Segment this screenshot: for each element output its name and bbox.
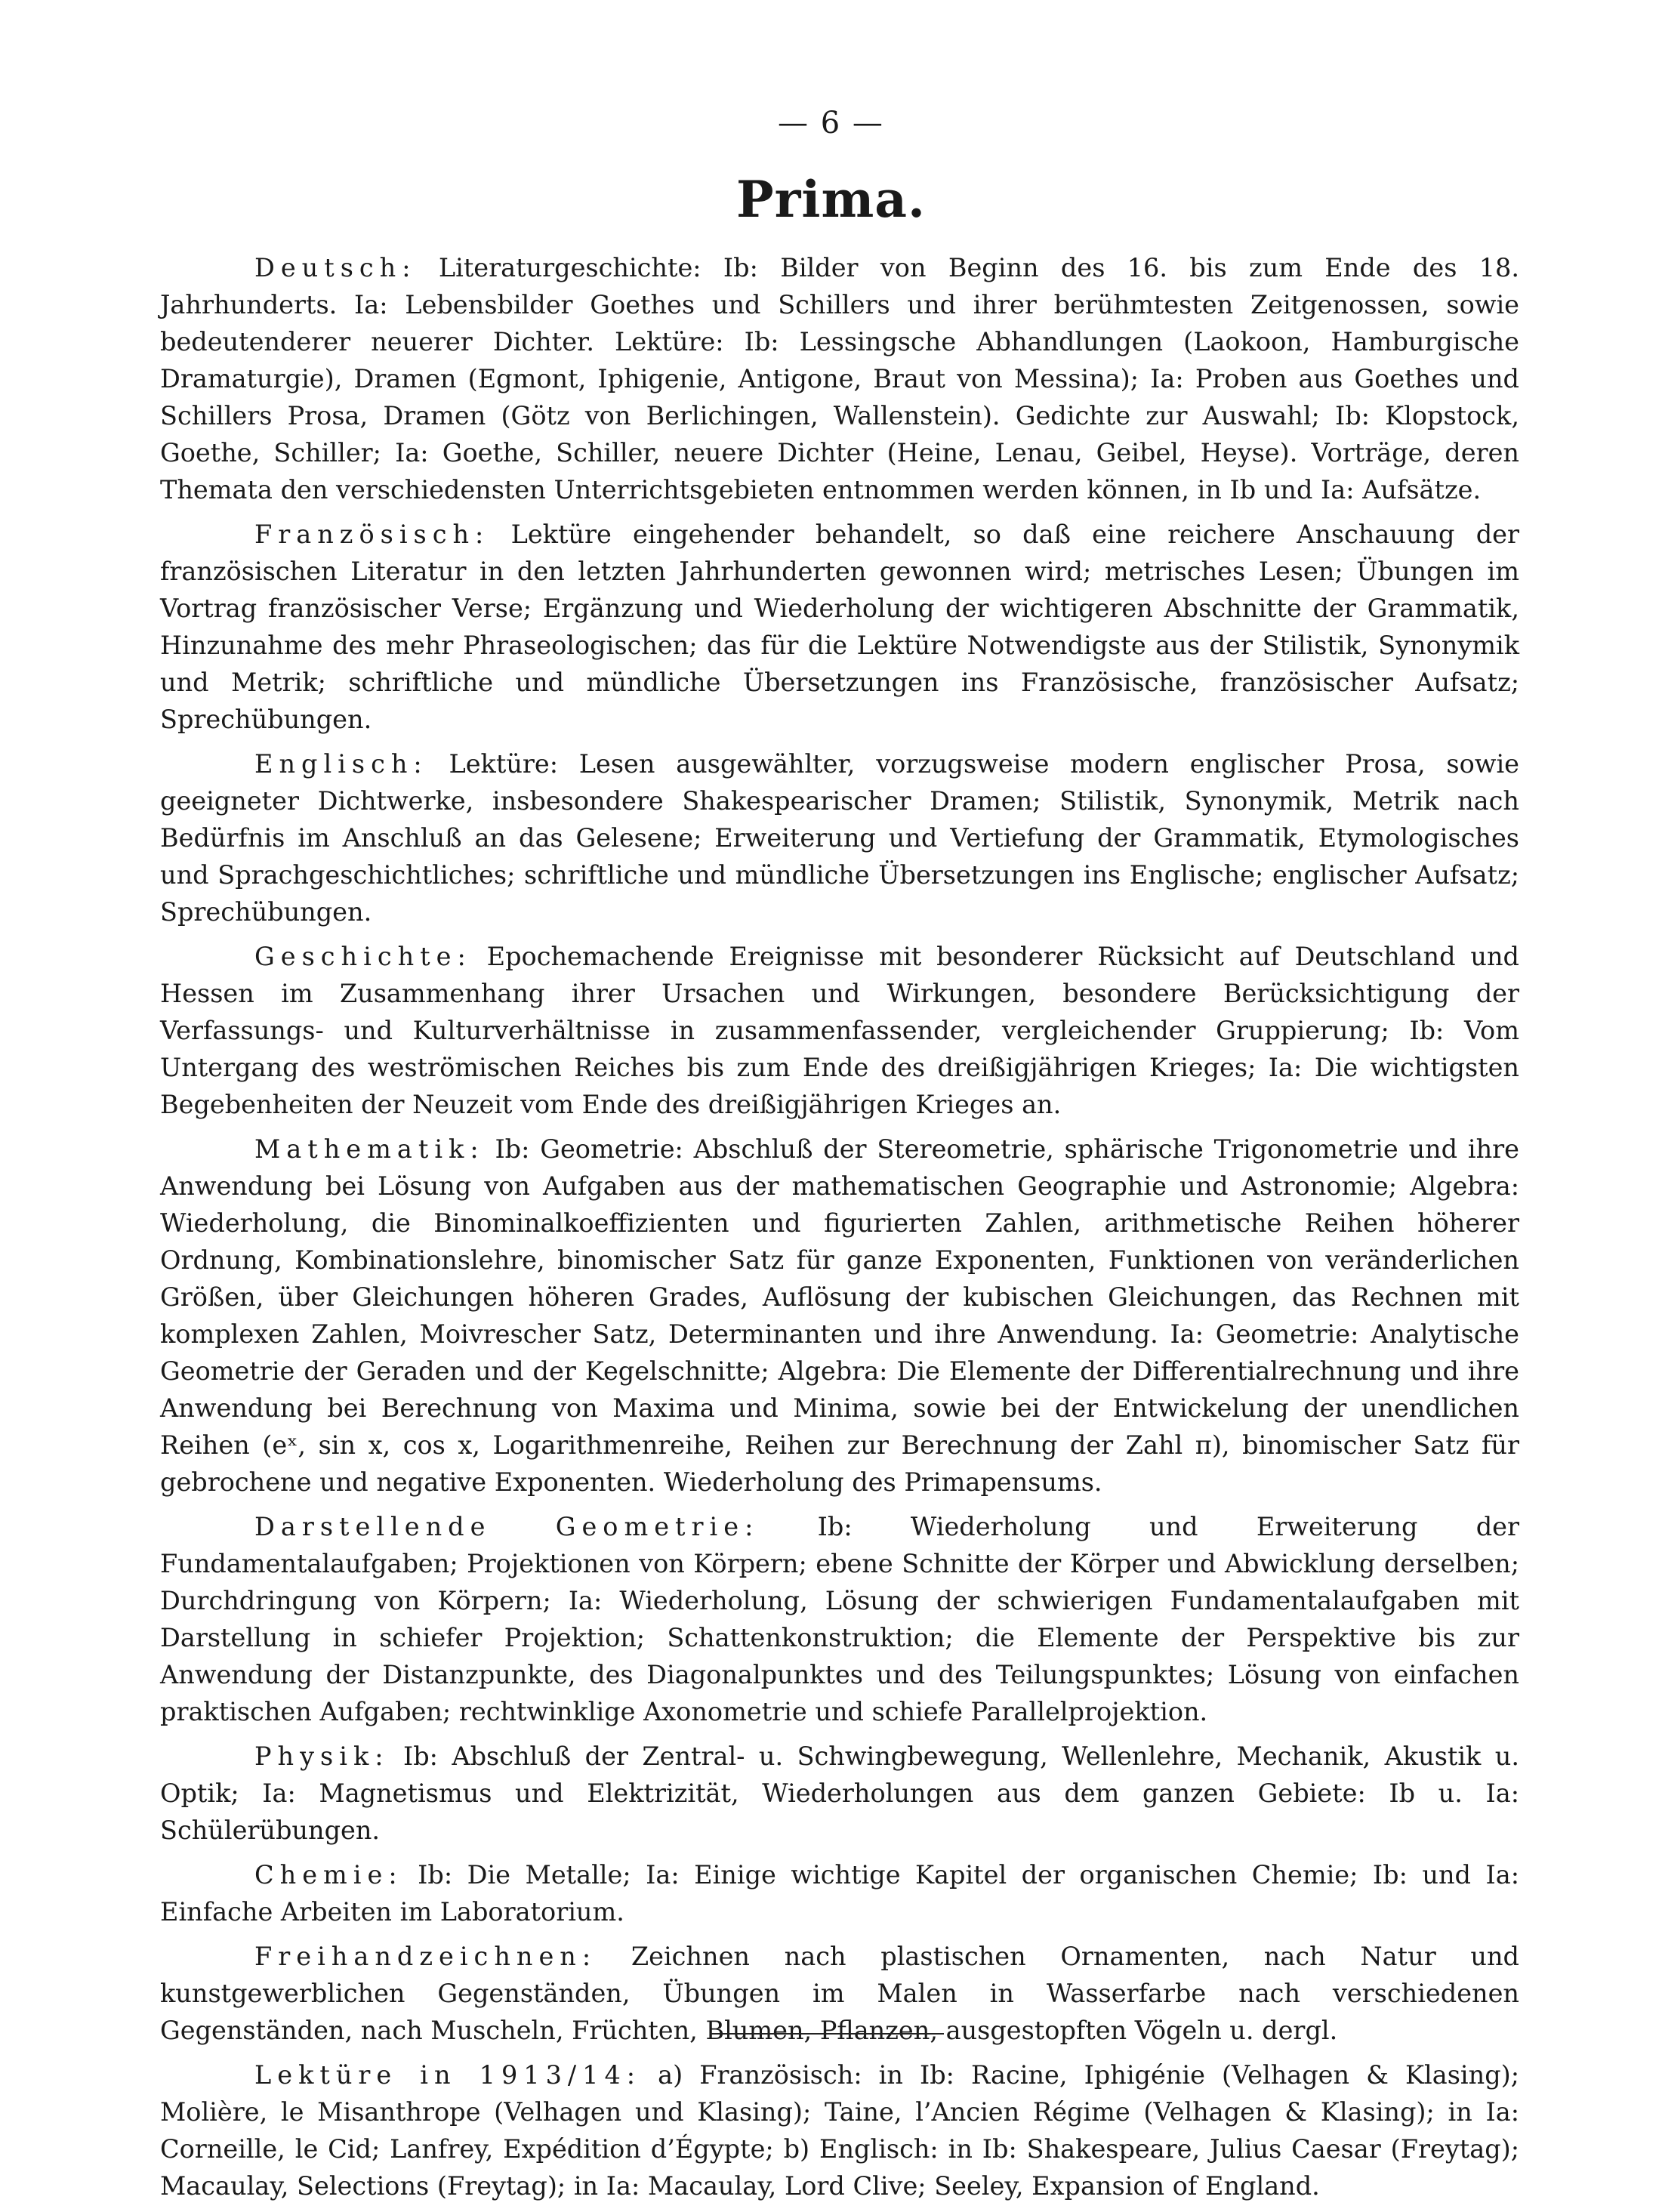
- section-label: Freihandzeichnen:: [254, 1942, 597, 1971]
- section-text: Literaturgeschichte: Ib: Bilder von Beginn des 16. bis zum Ende des 18. Jahrhunderts. Ia: Lebensbilder Goethes und Schillers und ihrer berühmtesten Zeitgenossen, sowie bedeutenderer neuerer Dichter. Lektüre: Ib: Lessingsche Abhandlungen (Laokoon, Hamburgische Dramaturgie), Dramen (Egmont, Iphigenie, Antigone, Braut von Messina); Ia: Proben aus Goethes und Schillers Prosa, Dramen (Götz von Berlichingen, Wallenstein). Gedichte zur Auswahl; Ib: Klopstock, Goethe, Schiller; Ia: Goethe, Schiller, neuere Dichter (Heine, Lenau, Geibel, Heyse). Vorträge, deren Themata den verschiedensten Unterrichtsgebieten entnommen werden können, in Ib und Ia: Aufsätze.: [160, 253, 1519, 504]
- section-text: Ib: Abschluß der Zentral- u. Schwingbewegung, Wellenlehre, Mechanik, Akustik u. Optik; Ia: Magnetismus und Elektrizität, Wiederholungen aus dem ganzen Gebiete: Ib u. Ia: Schülerübungen.: [160, 1742, 1520, 1845]
- section-label: Physik:: [254, 1742, 390, 1771]
- footer-rule: [710, 2033, 944, 2035]
- page-heading: Prima.: [735, 170, 927, 229]
- section-label: Mathematik:: [254, 1134, 485, 1164]
- section-label: Deutsch:: [254, 253, 417, 282]
- section-englisch: [160, 745, 1519, 930]
- section-text: Zeichnen nach plastischen Ornamenten, nach Natur und kunstgewerblichen Gegenständen, Übungen im Malen in Wasserfarbe nach verschiedenen Gegenständen, nach Muscheln, Früchten, Blumen, Pflanzen, ausgestopften Vögeln u. dergl.: [160, 1942, 1519, 2045]
- section-text: Ib: Wiederholung und Erweiterung der Fundamentalaufgaben; Projektionen von Körpern; ebene Schnitte der Körper und Abwicklung derselben; Durchdringung von Körpern; Ia: Wiederholung, Lösung der schwierigen Fundamentalaufgaben mit Darstellung in schiefer Projektion; Schattenkonstruktion; die Elemente der Perspektive bis zur Anwendung der Distanzpunkte, des Diagonalpunktes und des Teilungspunktes; Lösung von einfachen praktischen Aufgaben; rechtwinklige Axonometrie und schiefe Parallelprojektion.: [160, 1512, 1519, 1726]
- section-text: Ib: Die Metalle; Ia: Einige wichtige Kapitel der organischen Chemie; Ib: und Ia: Einfache Arbeiten im Laboratorium.: [160, 1860, 1519, 1927]
- section-franzoesisch: [160, 516, 1519, 738]
- section-label: Geschichte:: [254, 942, 472, 971]
- section-label: Chemie:: [254, 1860, 403, 1890]
- section-text: Epochemachende Ereignisse mit besonderer Rücksicht auf Deutschland und Hessen im Zusammenhang ihrer Ursachen und Wirkungen, besondere Berücksichtigung der Verfassungs- und Kulturverhältnisse in zusammenfassender, vergleichender Gruppierung; Ib: Vom Untergang des weströmischen Reiches bis zum Ende des dreißigjährigen Krieges; Ia: Die wichtigsten Begebenheiten der Neuzeit vom Ende des dreißigjährigen Krieges an.: [160, 942, 1519, 1119]
- section-label: Englisch:: [254, 749, 428, 779]
- section-mathematik: [160, 1131, 1519, 1501]
- section-lektuere: [160, 2056, 1519, 2204]
- section-physik: [160, 1738, 1519, 1849]
- section-label: Französisch:: [254, 520, 490, 549]
- page-number: — 6 —: [778, 106, 884, 140]
- section-darstellende-geometrie: [160, 1508, 1519, 1730]
- section-label: Darstellende Geometrie:: [254, 1512, 760, 1541]
- section-text: Lektüre eingehender behandelt, so daß eine reichere Anschauung der französischen Literatur in den letzten Jahrhunderten gewonnen wird; metrisches Lesen; Übungen im Vortrag französischer Verse; Ergänzung und Wiederholung der wichtigeren Abschnitte der Grammatik, Hinzunahme des mehr Phraseologischen; das für die Lektüre Notwendigste aus der Stilistik, Synonymik und Metrik; schriftliche und mündliche Übersetzungen ins Französische, französischer Aufsatz; Sprechübungen.: [160, 520, 1519, 734]
- section-label: Lektüre in 1913/14:: [254, 2060, 642, 2090]
- section-freihandzeichnen: [160, 1938, 1519, 2049]
- section-text: Ib: Geometrie: Abschluß der Stereometrie, sphärische Trigonometrie und ihre Anwendung bei Lösung von Aufgaben aus der mathematischen Geographie und Astronomie; Algebra: Wiederholung, die Binominalkoeffizienten und figurierten Zahlen, arithmetische Reihen höherer Ordnung, Kombinationslehre, binomischer Satz für ganze Exponenten, Funktionen von veränderlichen Größen, über Gleichungen höheren Grades, Auflösung der kubischen Gleichungen, das Rechnen mit komplexen Zahlen, Moivrescher Satz, Determinanten und ihre Anwendung. Ia: Geometrie: Analytische Geometrie der Geraden und der Kegelschnitte; Algebra: Die Elemente der Differentialrechnung und ihre Anwendung bei Berechnung von Maxima und Minima, sowie bei der Entwickelung der unendlichen Reihen (eˣ, sin x, cos x, Logarithmenreihe, Reihen zur Berechnung der Zahl π), binomischer Satz für gebrochene und negative Exponenten. Wiederholung des Primapensums.: [160, 1134, 1519, 1497]
- section-deutsch: [160, 249, 1519, 508]
- section-chemie: [160, 1856, 1519, 1930]
- section-geschichte: [160, 938, 1519, 1123]
- section-text: Lektüre: Lesen ausgewählter, vorzugsweise modern englischer Prosa, sowie geeigneter Dichtwerke, insbesondere Shakespearischer Dramen; Stilistik, Synonymik, Metrik nach Bedürfnis im Anschluß an das Gelesene; Erweiterung und Vertiefung der Grammatik, Etymologisches und Sprachgeschichtliches; schriftliche und mündliche Übersetzungen ins Englische; englischer Aufsatz; Sprechübungen.: [160, 749, 1519, 927]
- section-text: a) Französisch: in Ib: Racine, Iphigénie (Velhagen & Klasing); Molière, le Misanthrope (Velhagen und Klasing); Taine, l’Ancien Régime (Velhagen & Klasing); in Ia: Corneille, le Cid; Lanfrey, Expédition d’Égypte; b) Englisch: in Ib: Shakespeare, Julius Caesar (Freytag); Macaulay, Selections (Freytag); in Ia: Macaulay, Lord Clive; Seeley, Expansion of England.: [160, 2060, 1520, 2201]
- body-text: [160, 249, 1519, 2212]
